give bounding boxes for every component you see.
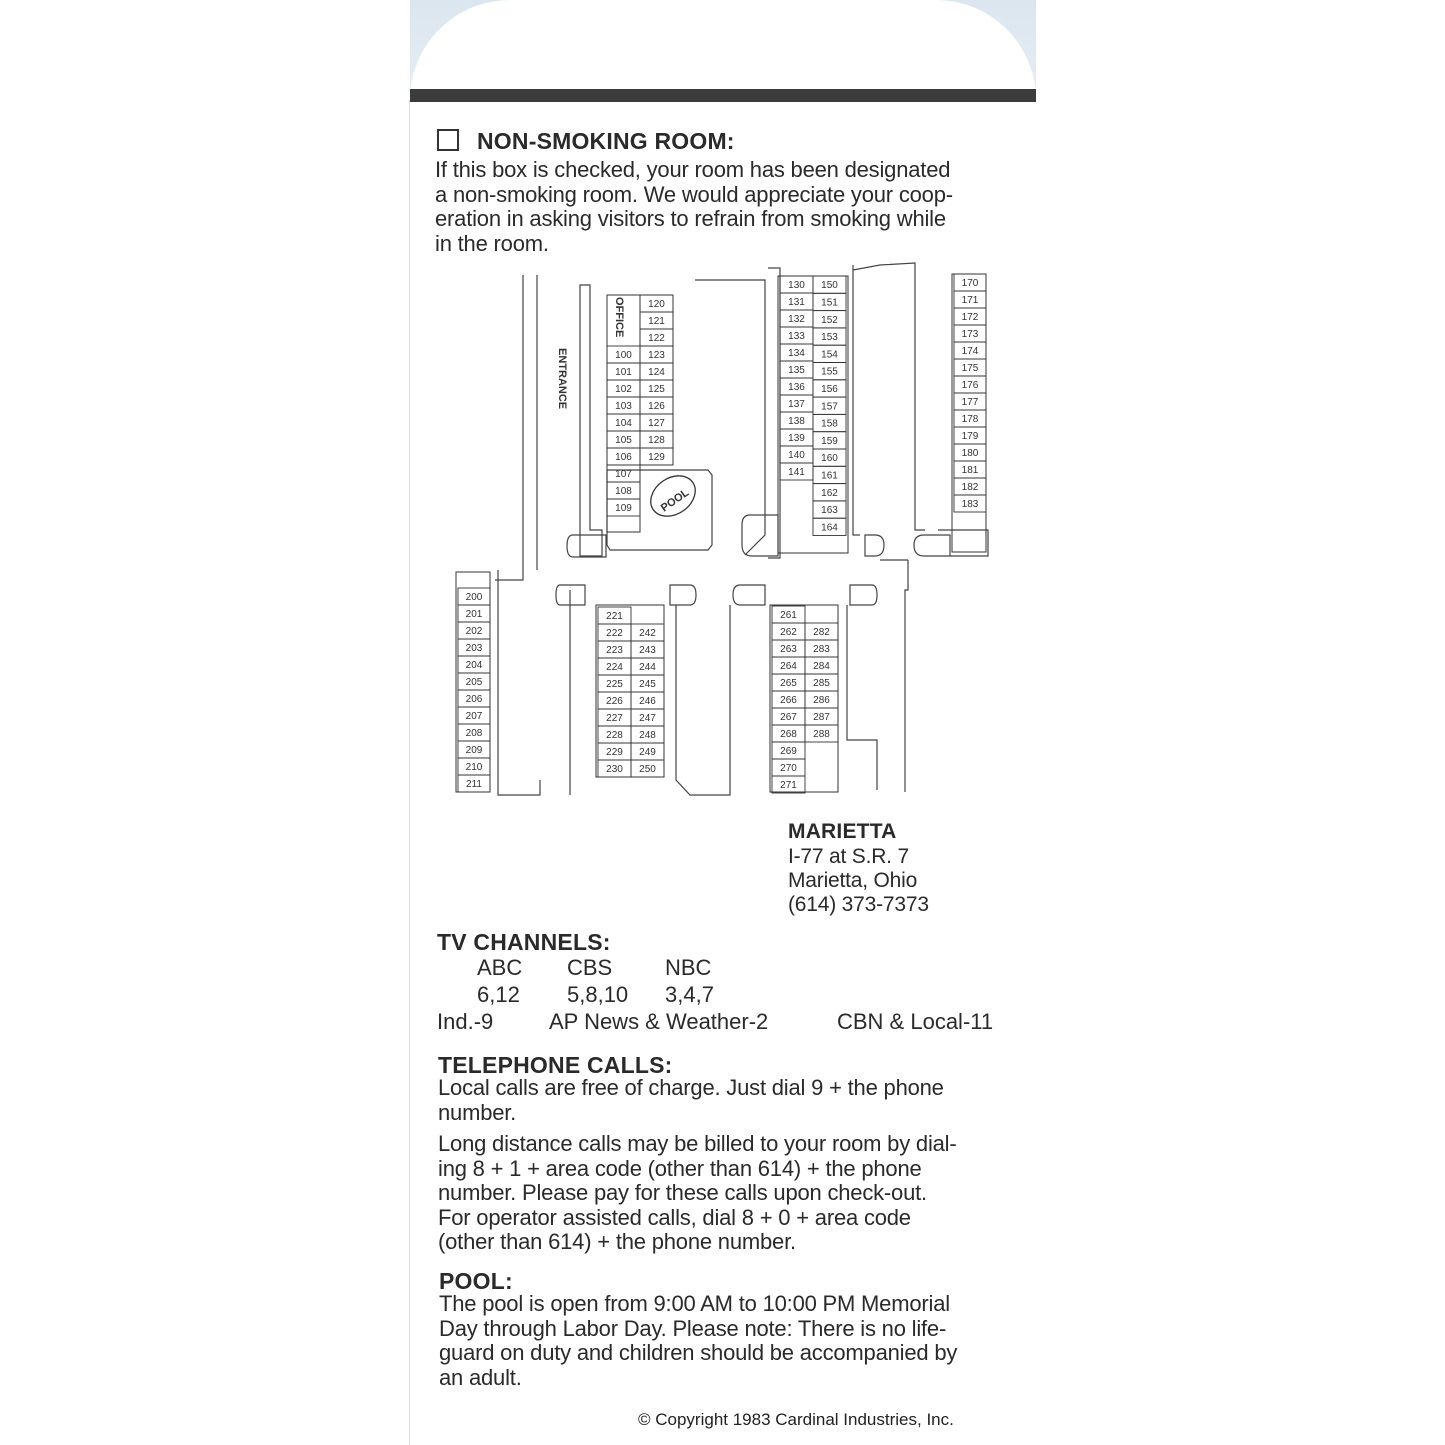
room-163 bbox=[813, 501, 846, 518]
room-number: 130 bbox=[788, 280, 805, 291]
room-208 bbox=[458, 724, 490, 741]
room-number: 221 bbox=[606, 611, 623, 622]
building-170 bbox=[952, 274, 986, 552]
site-map bbox=[440, 260, 1000, 805]
room-108 bbox=[607, 482, 640, 499]
room-181 bbox=[954, 461, 986, 478]
room-number: 152 bbox=[821, 314, 838, 326]
room-number: 267 bbox=[780, 712, 797, 723]
room-267 bbox=[772, 708, 805, 725]
room-100 bbox=[607, 346, 640, 363]
non-smoking-text bbox=[435, 158, 953, 256]
room-number: 271 bbox=[780, 780, 797, 791]
room-154 bbox=[813, 345, 846, 362]
room-224 bbox=[598, 658, 631, 675]
room-number: 223 bbox=[606, 645, 623, 656]
room-number: 211 bbox=[466, 779, 482, 790]
room-124 bbox=[640, 363, 673, 380]
room-number: 106 bbox=[615, 452, 632, 463]
room-number: 268 bbox=[780, 729, 797, 740]
room-182 bbox=[954, 478, 986, 495]
room-number: 104 bbox=[615, 418, 632, 429]
telephone-long-distance bbox=[438, 1132, 957, 1255]
building-100 bbox=[607, 295, 673, 532]
room-172 bbox=[954, 308, 986, 325]
text-line: eration in asking visitors to refrain from smoking while bbox=[435, 206, 946, 231]
non-smoking-title: NON-SMOKING ROOM: bbox=[477, 128, 735, 154]
room-106 bbox=[607, 448, 640, 465]
room-number: 181 bbox=[961, 465, 979, 476]
channel-ap-news: AP News & Weather-2 bbox=[549, 1009, 769, 1034]
room-210 bbox=[458, 758, 490, 775]
text-line: Local calls are free of charge. Just dial 9 + the phone bbox=[438, 1075, 944, 1100]
room-number: 138 bbox=[788, 416, 805, 427]
header-band bbox=[410, 89, 1036, 102]
room-287 bbox=[805, 708, 838, 725]
network-cbs: CBS bbox=[567, 955, 613, 980]
room-244 bbox=[631, 658, 664, 675]
room-number: 250 bbox=[639, 764, 656, 775]
room-205 bbox=[458, 673, 490, 690]
text-line: in the room. bbox=[435, 230, 549, 256]
room-156 bbox=[813, 380, 846, 397]
room-133 bbox=[780, 327, 813, 344]
room-180 bbox=[954, 444, 986, 461]
room-number: 227 bbox=[606, 713, 623, 724]
room-250 bbox=[631, 760, 664, 777]
room-178 bbox=[954, 410, 986, 427]
room-number: 226 bbox=[606, 696, 623, 707]
room-number: 206 bbox=[465, 694, 483, 705]
room-number: 205 bbox=[465, 677, 483, 688]
telephone-local bbox=[438, 1076, 944, 1125]
room-129 bbox=[640, 448, 673, 465]
room-164 bbox=[813, 518, 846, 535]
room-number: 204 bbox=[465, 660, 483, 671]
room-number: 269 bbox=[780, 746, 797, 757]
room-155 bbox=[813, 363, 846, 380]
building-220 bbox=[596, 605, 664, 777]
room-number: 155 bbox=[821, 366, 838, 378]
room-number: 207 bbox=[465, 711, 483, 722]
text-line: For operator assisted calls, dial 8 + 0 + area code bbox=[438, 1204, 911, 1230]
room-120 bbox=[640, 295, 673, 312]
location-address bbox=[788, 845, 929, 917]
room-number: 159 bbox=[821, 435, 838, 447]
network-nbc: NBC bbox=[665, 955, 712, 980]
room-number: 140 bbox=[788, 450, 805, 461]
room-number: 176 bbox=[961, 380, 979, 391]
room-number: 101 bbox=[615, 367, 632, 378]
room-number: 179 bbox=[961, 431, 979, 442]
room-160 bbox=[813, 449, 846, 466]
text-line: If this box is checked, your room has been designated bbox=[435, 157, 951, 182]
copyright: © Copyright 1983 Cardinal Industries, Inc. bbox=[638, 1410, 954, 1429]
room-264 bbox=[772, 657, 805, 674]
room-105 bbox=[607, 431, 640, 448]
room-227 bbox=[598, 709, 631, 726]
room-number: 288 bbox=[813, 729, 830, 740]
room-173 bbox=[954, 325, 986, 342]
room-number: 123 bbox=[648, 350, 665, 361]
room-175 bbox=[954, 359, 986, 376]
channel-cbn: CBN & Local-11 bbox=[837, 1009, 994, 1034]
room-104 bbox=[607, 414, 640, 431]
room-number: 242 bbox=[639, 628, 656, 639]
room-137 bbox=[780, 395, 813, 412]
room-number: 182 bbox=[961, 482, 979, 493]
text-line: a non-smoking room. We would appreciate your coop- bbox=[435, 181, 953, 207]
room-246 bbox=[631, 692, 664, 709]
room-number: 141 bbox=[788, 467, 805, 478]
room-183 bbox=[954, 495, 986, 512]
room-number: 202 bbox=[465, 626, 483, 637]
room-number: 127 bbox=[648, 418, 665, 429]
room-265 bbox=[772, 674, 805, 691]
room-number: 287 bbox=[813, 712, 830, 723]
room-number: 108 bbox=[615, 486, 632, 497]
text-line: guard on duty and children should be accompanied by bbox=[439, 1340, 958, 1365]
room-262 bbox=[772, 623, 805, 640]
entrance-label: ENTRANCE bbox=[556, 348, 568, 410]
room-121 bbox=[640, 312, 673, 329]
text-line: Long distance calls may be billed to your room by dial- bbox=[438, 1131, 957, 1156]
room-226 bbox=[598, 692, 631, 709]
room-number: 264 bbox=[780, 661, 797, 672]
room-171 bbox=[954, 291, 986, 308]
room-127 bbox=[640, 414, 673, 431]
room-number: 158 bbox=[821, 418, 838, 430]
room-number: 180 bbox=[961, 448, 979, 459]
room-number: 135 bbox=[788, 365, 805, 376]
room-number: 122 bbox=[648, 333, 665, 344]
room-102 bbox=[607, 380, 640, 397]
channel-ind: Ind.-9 bbox=[437, 1009, 494, 1034]
room-179 bbox=[954, 427, 986, 444]
non-smoking-checkbox[interactable] bbox=[437, 129, 459, 151]
room-286 bbox=[805, 691, 838, 708]
room-161 bbox=[813, 466, 846, 483]
room-number: 178 bbox=[961, 414, 979, 425]
room-number: 154 bbox=[821, 349, 838, 361]
room-number: 105 bbox=[615, 435, 632, 446]
room-109 bbox=[607, 499, 640, 516]
room-number: 244 bbox=[639, 662, 656, 673]
building-260 bbox=[770, 605, 838, 793]
room-107 bbox=[607, 465, 640, 482]
room-number: 283 bbox=[813, 644, 830, 655]
room-number: 137 bbox=[788, 399, 805, 410]
room-268 bbox=[772, 725, 805, 742]
channels-abc: 6,12 bbox=[477, 982, 520, 1007]
building-130 bbox=[778, 276, 848, 553]
room-269 bbox=[772, 742, 805, 759]
room-number: 161 bbox=[821, 470, 838, 482]
room-number: 175 bbox=[961, 363, 979, 374]
room-230 bbox=[598, 760, 631, 777]
room-number: 160 bbox=[821, 453, 838, 465]
room-number: 263 bbox=[780, 644, 797, 655]
room-126 bbox=[640, 397, 673, 414]
tv-channels-title: TV CHANNELS: bbox=[437, 929, 611, 955]
room-136 bbox=[780, 378, 813, 395]
room-number: 262 bbox=[780, 627, 797, 638]
card-rounded-top bbox=[410, 0, 1036, 100]
room-number: 126 bbox=[648, 401, 665, 412]
room-number: 203 bbox=[465, 643, 483, 654]
room-228 bbox=[598, 726, 631, 743]
room-number: 109 bbox=[615, 503, 632, 514]
room-245 bbox=[631, 675, 664, 692]
room-176 bbox=[954, 376, 986, 393]
pool-title: POOL: bbox=[439, 1268, 513, 1294]
room-number: 209 bbox=[465, 745, 483, 756]
room-number: 247 bbox=[639, 713, 656, 724]
room-266 bbox=[772, 691, 805, 708]
room-number: 284 bbox=[813, 661, 830, 672]
room-number: 107 bbox=[615, 469, 632, 480]
room-271 bbox=[772, 776, 805, 793]
room-number: 125 bbox=[648, 384, 665, 395]
room-177 bbox=[954, 393, 986, 410]
room-number: 121 bbox=[648, 316, 665, 327]
phone-number: (614) 373-7373 bbox=[788, 893, 929, 916]
room-261 bbox=[772, 606, 805, 623]
room-number: 285 bbox=[813, 678, 830, 689]
room-number: 228 bbox=[606, 730, 623, 741]
room-282 bbox=[805, 623, 838, 640]
room-number: 261 bbox=[780, 610, 797, 621]
room-number: 265 bbox=[780, 678, 797, 689]
room-number: 102 bbox=[615, 384, 632, 395]
room-285 bbox=[805, 674, 838, 691]
room-206 bbox=[458, 690, 490, 707]
room-201 bbox=[458, 605, 490, 622]
room-number: 200 bbox=[465, 592, 483, 603]
room-248 bbox=[631, 726, 664, 743]
room-number: 246 bbox=[639, 696, 656, 707]
room-number: 171 bbox=[961, 295, 979, 306]
room-207 bbox=[458, 707, 490, 724]
room-140 bbox=[780, 446, 813, 463]
room-number: 270 bbox=[780, 763, 797, 774]
channels-nbc: 3,4,7 bbox=[665, 982, 714, 1007]
room-number: 282 bbox=[813, 627, 830, 638]
room-number: 210 bbox=[465, 762, 483, 773]
room-135 bbox=[780, 361, 813, 378]
network-abc: ABC bbox=[477, 955, 523, 980]
map-outlines bbox=[495, 263, 988, 795]
channels-cbs: 5,8,10 bbox=[567, 982, 629, 1007]
text-line: number. bbox=[438, 1099, 517, 1125]
text-line: an adult. bbox=[439, 1364, 522, 1390]
telephone-title: TELEPHONE CALLS: bbox=[438, 1052, 673, 1078]
room-number: 245 bbox=[639, 679, 656, 690]
room-number: 157 bbox=[821, 401, 838, 413]
room-number: 162 bbox=[821, 487, 838, 499]
room-209 bbox=[458, 741, 490, 758]
text-line: ing 8 + 1 + area code (other than 614) + the phone bbox=[438, 1155, 922, 1181]
room-number: 128 bbox=[648, 435, 665, 446]
room-101 bbox=[607, 363, 640, 380]
room-number: 243 bbox=[639, 645, 656, 656]
room-221 bbox=[598, 607, 631, 624]
room-number: 224 bbox=[606, 662, 623, 673]
address-line: I-77 at S.R. 7 bbox=[788, 845, 909, 868]
pool-text bbox=[439, 1292, 957, 1390]
room-number: 132 bbox=[788, 314, 805, 325]
room-243 bbox=[631, 641, 664, 658]
room-225 bbox=[598, 675, 631, 692]
room-number: 172 bbox=[961, 312, 979, 323]
room-247 bbox=[631, 709, 664, 726]
room-number: 124 bbox=[648, 367, 665, 378]
room-204 bbox=[458, 656, 490, 673]
room-number: 286 bbox=[813, 695, 830, 706]
building-200 bbox=[456, 572, 490, 792]
pool-label: POOL bbox=[658, 486, 692, 515]
room-number: 266 bbox=[780, 695, 797, 706]
room-123 bbox=[640, 346, 673, 363]
room-number: 129 bbox=[648, 452, 665, 463]
room-139 bbox=[780, 429, 813, 446]
room-200 bbox=[458, 588, 490, 605]
room-202 bbox=[458, 622, 490, 639]
room-203 bbox=[458, 639, 490, 656]
text-line: Day through Labor Day. Please note: There is no life- bbox=[439, 1315, 947, 1341]
room-number: 248 bbox=[639, 730, 656, 741]
room-number: 177 bbox=[961, 397, 979, 408]
room-number: 225 bbox=[606, 679, 623, 690]
room-number: 103 bbox=[615, 401, 632, 412]
room-number: 170 bbox=[961, 278, 979, 289]
room-number: 100 bbox=[615, 350, 632, 361]
room-122 bbox=[640, 329, 673, 346]
room-211 bbox=[458, 775, 490, 792]
room-222 bbox=[598, 624, 631, 641]
room-number: 156 bbox=[821, 383, 838, 395]
room-number: 150 bbox=[821, 280, 838, 292]
room-288 bbox=[805, 725, 838, 742]
room-number: 229 bbox=[606, 747, 623, 758]
room-128 bbox=[640, 431, 673, 448]
room-170 bbox=[954, 274, 986, 291]
room-125 bbox=[640, 380, 673, 397]
room-103 bbox=[607, 397, 640, 414]
room-number: 222 bbox=[606, 628, 623, 639]
location-name: MARIETTA bbox=[788, 820, 897, 843]
room-138 bbox=[780, 412, 813, 429]
room-number: 183 bbox=[961, 499, 979, 510]
room-229 bbox=[598, 743, 631, 760]
room-249 bbox=[631, 743, 664, 760]
pool bbox=[643, 467, 703, 524]
room-number: 131 bbox=[788, 297, 805, 308]
room-number: 134 bbox=[788, 348, 805, 359]
room-157 bbox=[813, 397, 846, 414]
room-132 bbox=[780, 310, 813, 327]
room-number: 139 bbox=[788, 433, 805, 444]
room-number: 151 bbox=[821, 297, 838, 309]
room-152 bbox=[813, 311, 846, 328]
room-270 bbox=[772, 759, 805, 776]
office-label: OFFICE bbox=[613, 297, 625, 338]
room-number: 201 bbox=[465, 609, 483, 620]
room-number: 136 bbox=[788, 382, 805, 393]
text-line: number. Please pay for these calls upon check-out. bbox=[438, 1180, 927, 1205]
room-134 bbox=[780, 344, 813, 361]
room-141 bbox=[780, 463, 813, 480]
room-284 bbox=[805, 657, 838, 674]
room-150 bbox=[813, 276, 846, 293]
room-131 bbox=[780, 293, 813, 310]
room-number: 249 bbox=[639, 747, 656, 758]
room-283 bbox=[805, 640, 838, 657]
room-number: 174 bbox=[961, 346, 979, 357]
room-153 bbox=[813, 328, 846, 345]
text-line: The pool is open from 9:00 AM to 10:00 PM Memorial bbox=[439, 1291, 950, 1316]
room-263 bbox=[772, 640, 805, 657]
room-174 bbox=[954, 342, 986, 359]
room-159 bbox=[813, 432, 846, 449]
room-242 bbox=[631, 624, 664, 641]
room-223 bbox=[598, 641, 631, 658]
room-130 bbox=[780, 276, 813, 293]
room-158 bbox=[813, 414, 846, 431]
room-162 bbox=[813, 484, 846, 501]
room-151 bbox=[813, 293, 846, 310]
room-number: 163 bbox=[821, 505, 838, 517]
text-line: (other than 614) + the phone number. bbox=[438, 1229, 796, 1254]
room-number: 164 bbox=[821, 522, 838, 534]
room-number: 173 bbox=[961, 329, 979, 340]
room-number: 208 bbox=[465, 728, 483, 739]
card-edge bbox=[409, 100, 410, 1445]
room-number: 133 bbox=[788, 331, 805, 342]
address-line: Marietta, Ohio bbox=[788, 869, 918, 892]
room-number: 153 bbox=[821, 332, 838, 344]
room-number: 230 bbox=[606, 764, 623, 775]
room-number: 120 bbox=[648, 299, 665, 310]
